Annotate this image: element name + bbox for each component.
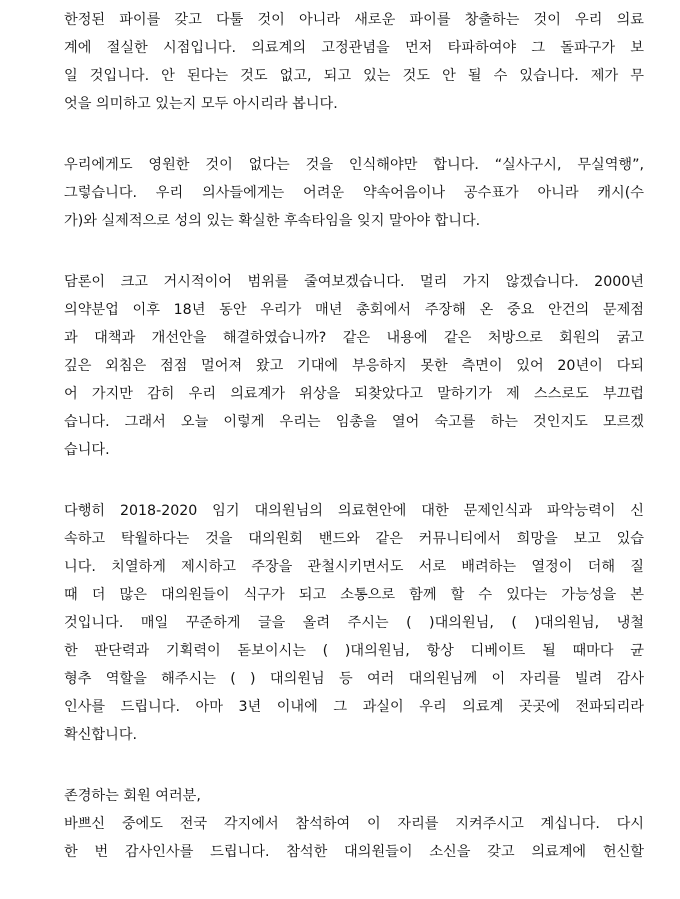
text-line: 어 가지만 감히 우리 의료계가 위상을 되찾았다고 말하기가 제 스스로도 부끄럽 [64,386,644,402]
text-line: 담론이 크고 거시적이어 범위를 줄여보겠습니다. 멀리 가지 않겠습니다. 2000년 [64,274,644,290]
text-line: 한 판단력과 기획력이 돋보이시는 ( )대의원님, 항상 디베이트 될 때마다 균 [64,643,644,659]
text-line: 가)와 실제적으로 성의 있는 확실한 후속타임을 잊지 말아야 합니다. [64,213,481,229]
paragraph-1 [64,6,644,118]
text-line: 그렇습니다. 우리 의사들에게는 어려운 약속어음이나 공수표가 아니라 캐시(수 [64,185,644,201]
text-line: 형추 역할을 해주시는 ( ) 대의원님 등 여러 대의원님께 이 자리를 빌려 감사 [64,671,644,687]
text-line: 과 대책과 개선안을 해결하였습니까? 같은 내용에 같은 처방으로 회원의 굵고 [64,330,644,346]
text-line: 때 더 많은 대의원들이 식구가 되고 소통으로 함께 할 수 있다는 가능성을 본 [64,587,644,603]
text-line: 계에 절실한 시점입니다. 의료계의 고정관념을 먼저 타파하여야 그 돌파구가 보 [64,40,644,56]
text-line: 한 번 감사인사를 드립니다. 참석한 대의원들이 소신을 갖고 의료계에 헌신할 [64,844,644,860]
text-line: 의약분업 이후 18년 동안 우리가 매년 총회에서 주장해 온 중요 안건의 문제점 [64,302,644,318]
text-line: 니다. 치열하게 제시하고 주장을 관철시키면서도 서로 배려하는 열정이 더해 질 [64,559,644,575]
paragraph-4 [64,497,644,749]
text-line: 일 것입니다. 안 된다는 것도 없고, 되고 있는 것도 안 될 수 있습니다. 제가 무 [64,68,644,84]
document-body [64,6,644,899]
paragraph-3 [64,268,644,464]
text-line: 것입니다. 매일 꾸준하게 글을 올려 주시는 ( )대의원님, ( )대의원님, 냉철 [64,615,644,631]
text-line: 인사를 드립니다. 아마 3년 이내에 그 과실이 우리 의료계 곳곳에 전파되리라 [64,699,644,715]
text-line: 엇을 의미하고 있는지 모두 아시리라 봅니다. [64,96,338,112]
text-line: 습니다. 그래서 오늘 이렇게 우리는 임총을 열어 숙고를 하는 것인지도 모르겠 [64,414,644,430]
text-line: 다행히 2018-2020 임기 대의원님의 의료현안에 대한 문제인식과 파악능력이 신 [64,503,644,519]
text-line: 바쁘신 중에도 전국 각지에서 참석하여 이 자리를 지켜주시고 계십니다. 다시 [64,816,644,832]
text-line: 속하고 탁월하다는 것을 대의원회 밴드와 같은 커뮤니티에서 희망을 보고 있습 [64,531,644,547]
paragraph-5 [64,782,644,866]
text-line: 확신합니다. [64,727,138,743]
text-line: 습니다. [64,442,110,458]
text-line: 깊은 외침은 점점 멀어져 왔고 기대에 부응하지 못한 측면이 있어 20년이 다되 [64,358,644,374]
text-line: 한정된 파이를 갖고 다툴 것이 아니라 새로운 파이를 창출하는 것이 우리 의료 [64,12,644,28]
text-line: 존경하는 회원 여러분, [64,788,201,804]
text-line: 우리에게도 영원한 것이 없다는 것을 인식해야만 합니다. “실사구시, 무실역행”, [64,157,644,173]
paragraph-2 [64,151,644,235]
